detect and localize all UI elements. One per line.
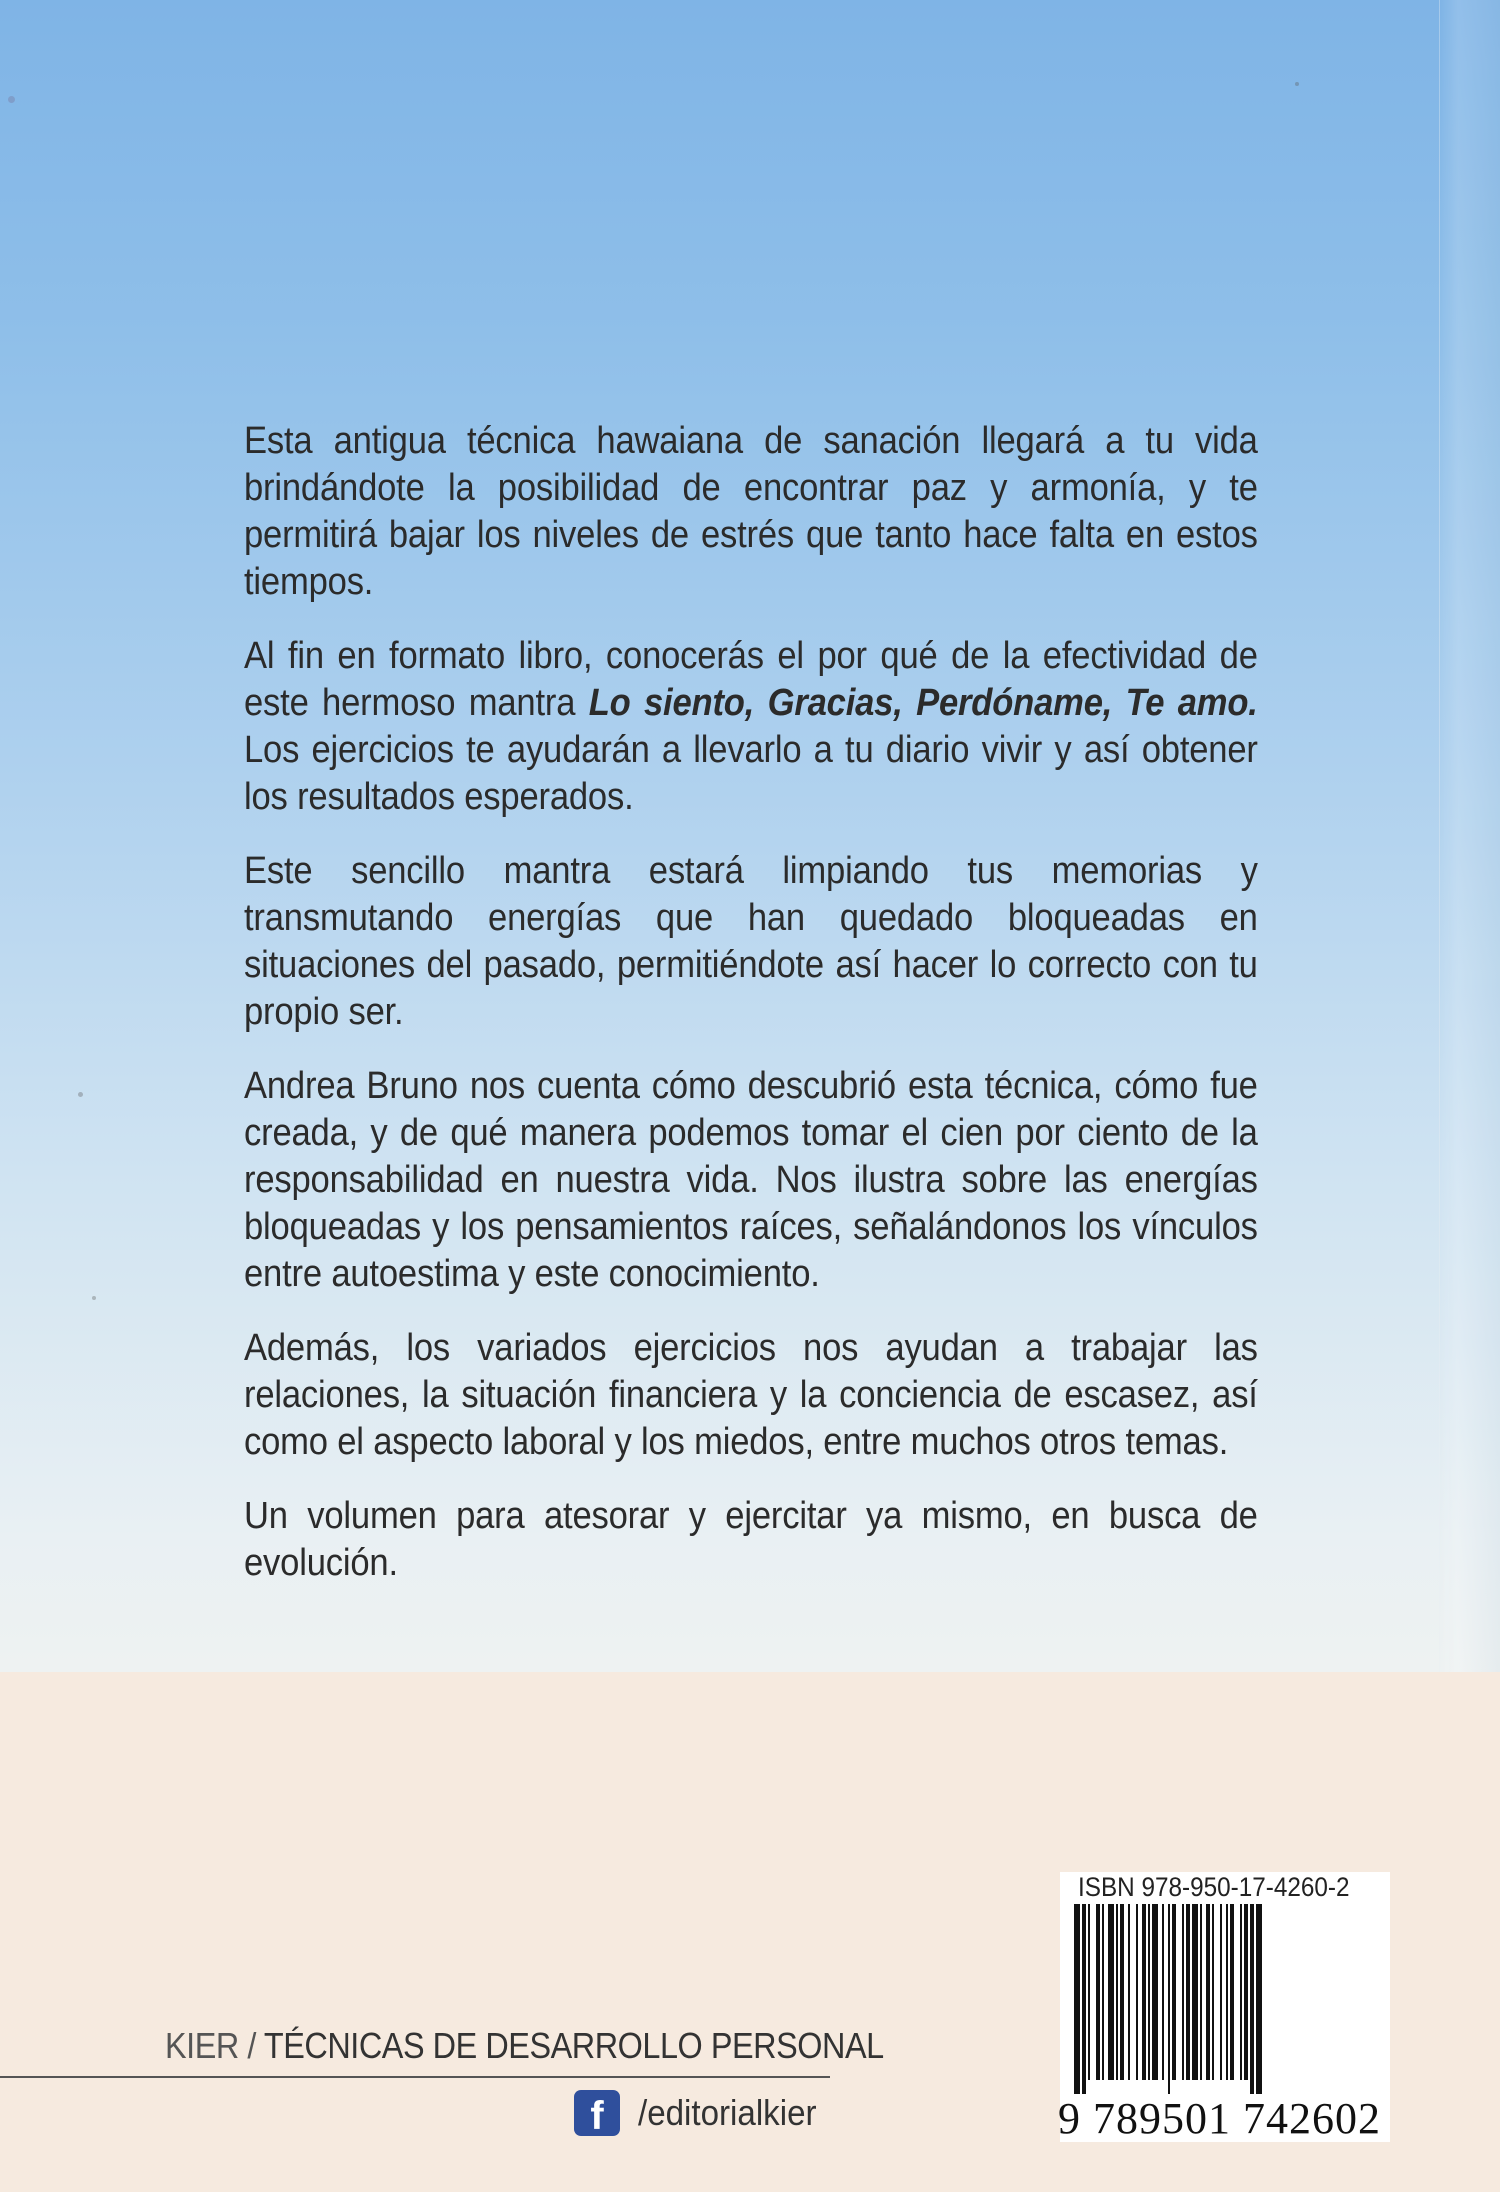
barcode-bar bbox=[1220, 1904, 1222, 2080]
back-cover-blurb bbox=[244, 418, 1258, 1614]
barcode-bar bbox=[1192, 1904, 1198, 2080]
barcode-bar bbox=[1108, 1904, 1114, 2080]
barcode-bar bbox=[1096, 1904, 1100, 2080]
barcode-bar bbox=[1088, 1904, 1090, 2080]
blurb-paragraph-4: Andrea Bruno nos cuenta cómo descubrió esta técnica, cómo fue creada, y de qué manera podemos tomar el cien por ciento de la responsabilidad en nuestra vida. Nos ilustra sobre las energías bloqueadas y los pensamientos raíces, señalándonos los vínculos entre autoestima y este conocimiento. bbox=[244, 1065, 1258, 1295]
barcode-bar bbox=[1200, 1904, 1202, 2080]
facebook-icon bbox=[574, 2090, 620, 2136]
footer-divider bbox=[0, 2076, 830, 2078]
barcode-bar bbox=[1172, 1904, 1176, 2080]
series-name: TÉCNICAS DE DESARROLLO PERSONAL bbox=[263, 2025, 884, 2066]
barcode-bar bbox=[1136, 1904, 1138, 2080]
barcode-bar bbox=[1152, 1904, 1158, 2080]
barcode-bar bbox=[1226, 1904, 1228, 2080]
facebook-icon-letter: f bbox=[590, 2094, 604, 2136]
barcode-bars bbox=[1074, 1904, 1374, 2094]
barcode-bar bbox=[1102, 1904, 1104, 2080]
barcode-bar bbox=[1168, 1904, 1170, 2094]
print-speck bbox=[78, 1092, 83, 1097]
barcode-bar bbox=[1182, 1904, 1184, 2080]
barcode-bar bbox=[1162, 1904, 1164, 2080]
blurb-paragraph-6: Un volumen para atesorar y ejercitar ya mismo, en busca de evolución. bbox=[244, 1495, 1258, 1584]
blurb-paragraph-2-start: Al fin en formato libro, conocerás el por qué de la efectividad de este hermoso mantra bbox=[244, 635, 1258, 724]
series-line bbox=[165, 2025, 884, 2067]
publisher-name: KIER / bbox=[165, 2025, 256, 2066]
cover-edge bbox=[1439, 0, 1500, 1672]
barcode-bar bbox=[1142, 1904, 1146, 2080]
barcode-bar bbox=[1148, 1904, 1150, 2080]
barcode-bar bbox=[1116, 1904, 1118, 2080]
blurb-paragraph-1: Esta antigua técnica hawaiana de sanación llegará a tu vida brindándote la posibilidad de encontrar paz y armonía, y te permitirá bajar los niveles de estrés que tanto hace falta en estos tiempos. bbox=[244, 420, 1258, 603]
barcode-bar bbox=[1120, 1904, 1124, 2080]
blurb-paragraph-2 bbox=[244, 633, 1258, 821]
barcode-bar bbox=[1186, 1904, 1190, 2080]
barcode-bar bbox=[1082, 1904, 1086, 2094]
isbn-label: ISBN 978-950-17-4260-2 bbox=[1078, 1872, 1350, 1902]
barcode-bar bbox=[1212, 1904, 1214, 2080]
blurb-paragraph-3: Este sencillo mantra estará limpiando tus memorias y transmutando energías que han quedado bloqueadas en situaciones del pasado, permitiéndote así hacer lo correcto con tu propio ser. bbox=[244, 850, 1258, 1033]
barcode-number: 9 789501 742602 bbox=[1058, 2094, 1381, 2143]
blurb-paragraph-5: Además, los variados ejercicios nos ayudan a trabajar las relaciones, la situación financiera y la conciencia de escasez, así como el aspecto laboral y los miedos, entre muchos otros temas. bbox=[244, 1327, 1258, 1463]
barcode-bar bbox=[1230, 1904, 1234, 2080]
barcode-bar bbox=[1256, 1904, 1262, 2094]
mantra-text: Lo siento, Gracias, Perdóname, Te amo. bbox=[588, 682, 1258, 724]
facebook-handle: /editorialkier bbox=[638, 2092, 817, 2133]
print-speck bbox=[1295, 82, 1299, 86]
facebook-link[interactable] bbox=[574, 2088, 832, 2138]
barcode-bar bbox=[1250, 1904, 1254, 2094]
barcode-bar bbox=[1244, 1904, 1248, 2080]
barcode-bar bbox=[1240, 1904, 1242, 2080]
print-speck bbox=[8, 96, 15, 103]
barcode-bar bbox=[1206, 1904, 1210, 2080]
blurb-paragraph-2-end: Los ejercicios te ayudarán a llevarlo a tu diario vivir y así obtener los resultados esperados. bbox=[244, 729, 1258, 818]
barcode-bar bbox=[1128, 1904, 1130, 2080]
barcode-bar bbox=[1074, 1904, 1080, 2094]
print-speck bbox=[92, 1296, 96, 1300]
